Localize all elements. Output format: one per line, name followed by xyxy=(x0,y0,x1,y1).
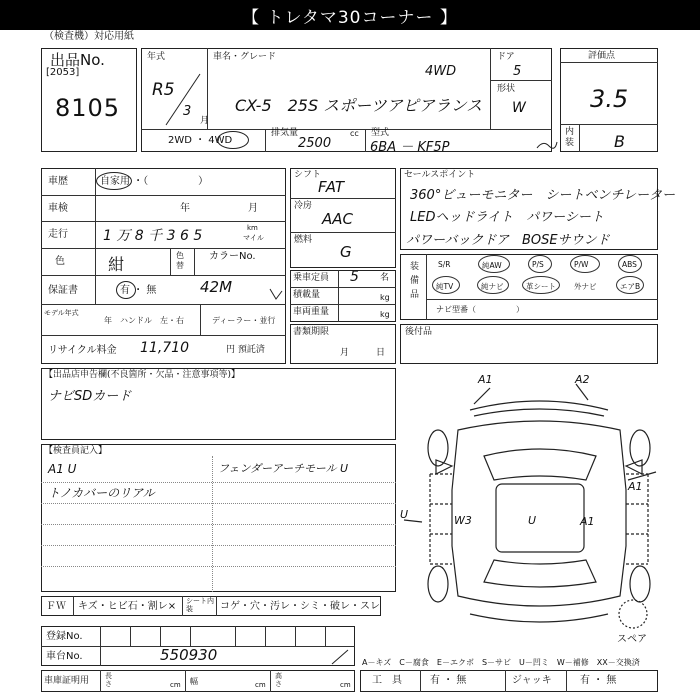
lot-number: 8105 xyxy=(55,94,121,122)
doc-month: 月 xyxy=(340,348,350,358)
mileage-unit-mile: マイル xyxy=(243,234,264,242)
chassis-value: 550930 xyxy=(160,646,218,664)
load-label: 積載量 xyxy=(293,290,321,300)
cert-width-unit: cm xyxy=(255,681,266,689)
door-label: ドア xyxy=(497,52,515,62)
equip-ext-navi: 外ナビ xyxy=(574,282,597,291)
year-value: R5 xyxy=(152,80,175,100)
shaken-label: 車検 xyxy=(48,203,68,214)
year-slash xyxy=(160,70,205,128)
sales-line-1: 360°ビューモニター シートベンチレーター xyxy=(410,188,676,203)
mileage-unit-km: km xyxy=(247,224,258,232)
inspector-line-2: トノカバーのリアル xyxy=(48,486,155,500)
drive-handwritten: 4WD xyxy=(425,64,457,79)
recycle-value: 11,710 xyxy=(140,340,189,356)
inspector-line-1: A1 U xyxy=(48,462,77,476)
legend-items: キズ・ヒビ石・割レ× xyxy=(78,601,177,612)
damage-mark-u-center: U xyxy=(528,514,537,527)
history-label: 車歴 xyxy=(48,176,68,187)
warranty-label: 保証書 xyxy=(48,285,78,296)
damage-mark-u-left: U xyxy=(400,508,409,521)
doc-day: 日 xyxy=(376,348,386,358)
notes-text: ナビSDカード xyxy=(48,389,132,404)
history-value: 自家用 ・（ ） xyxy=(100,176,209,187)
displacement-label: 排気量 xyxy=(271,128,299,138)
equip-abs: ABS xyxy=(622,260,637,269)
month-unit: 月 xyxy=(200,116,210,126)
tools-value: 有 ・ 無 xyxy=(430,675,467,686)
cert-length-unit: cm xyxy=(170,681,181,689)
color-no-label: カラーNo. xyxy=(209,251,256,262)
title-bar xyxy=(0,0,700,30)
model-year-unit: 年 xyxy=(104,316,112,325)
recycle-unit: 円 預託済 xyxy=(226,345,265,355)
car-damage-diagram xyxy=(400,370,658,650)
aftermarket-label: 後付品 xyxy=(405,327,433,337)
cert-height-unit: cm xyxy=(340,681,351,689)
mileage-label: 走行 xyxy=(48,229,68,240)
damage-mark-a1-rear: A1 xyxy=(580,515,595,528)
model-year-label: モデル年式 xyxy=(44,309,79,317)
equip-pw-circle xyxy=(570,255,600,273)
capacity-label: 乗車定員 xyxy=(293,273,330,283)
handle-options: ハンドル 左・右 xyxy=(120,316,184,325)
equip-leather-circle xyxy=(522,276,560,294)
weight-unit: kg xyxy=(380,310,390,319)
chassis-label: 車台No. xyxy=(46,651,83,662)
capacity-value: 5 xyxy=(350,269,359,285)
cert-length-label: 長さ xyxy=(105,672,112,688)
weight-label: 車両重量 xyxy=(293,307,330,317)
equip-aw: 純AW xyxy=(482,261,502,270)
drive-options: 2WD ・ 4WD xyxy=(168,135,233,146)
shift-label: シフト xyxy=(294,170,322,180)
sales-line-2: LEDヘッドライト パワーシート xyxy=(410,210,604,225)
fuel-label: 燃料 xyxy=(294,235,313,245)
legend-seat: シート内装 xyxy=(186,597,214,613)
lot-subnumber: [2053] xyxy=(46,67,80,78)
warranty-circle xyxy=(116,281,136,299)
recycle-label: リサイクル料金 xyxy=(48,345,117,356)
shift-value: FAT xyxy=(318,178,345,196)
cert-height-label: 高さ xyxy=(275,672,282,688)
load-unit: kg xyxy=(380,293,390,302)
equip-airbag-circle xyxy=(616,276,644,294)
lot-label: 出品No. xyxy=(50,51,105,69)
shaken-year-unit: 年 xyxy=(180,203,190,214)
model-label: 車名・グレード xyxy=(213,52,277,62)
page-title: 【 トレタマ30コーナー 】 xyxy=(242,7,458,28)
chassis-scribble xyxy=(330,648,350,666)
damage-mark-a1-front: A1 xyxy=(478,373,493,386)
score-label: 評価点 xyxy=(588,51,616,61)
model-value: CX-5 25S スポーツアピアランス xyxy=(235,96,483,115)
type-scribble xyxy=(535,138,559,152)
jack-label: ジャッキ xyxy=(512,675,552,686)
cooler-value: AAC xyxy=(322,210,353,228)
garage-cert-label: 車庫証明用 xyxy=(44,676,90,686)
color-label: 色 xyxy=(55,256,65,267)
sales-label: セールスポイント xyxy=(404,170,476,180)
shape-value: W xyxy=(512,100,526,116)
equip-ps: P/S xyxy=(532,260,544,269)
equip-tv: 純TV xyxy=(436,282,454,291)
drive-circle xyxy=(217,131,249,149)
interior-label: 内装 xyxy=(565,127,575,148)
color-value: 紺 xyxy=(108,255,125,274)
tools-label: 工 具 xyxy=(372,675,402,686)
capacity-unit: 名 xyxy=(380,273,390,283)
equip-navi-model: ナビ型番（ ） xyxy=(436,305,524,314)
damage-codes: A－キズ C－腐食 E－エクボ S－サビ U－凹ミ W－補修 XX－交換済 xyxy=(362,658,640,667)
equip-tv-circle xyxy=(432,276,460,294)
dealer-options: ディーラー・並行 xyxy=(212,316,276,325)
color-change-label: 色替 xyxy=(176,251,184,270)
interior-value: B xyxy=(614,132,625,151)
month-value: 3 xyxy=(183,104,192,119)
equip-pw: P/W xyxy=(574,260,589,269)
equip-aw-circle xyxy=(478,255,510,273)
subtitle: （検査機）対応用紙 xyxy=(44,31,134,42)
warranty-value: 有 ・ 無 xyxy=(120,285,157,296)
color-scribble xyxy=(268,287,284,301)
sales-line-3: パワーバックドア BOSEサウンド xyxy=(406,233,610,248)
cooler-label: 冷房 xyxy=(294,201,313,211)
displacement-value: 2500 xyxy=(298,136,332,151)
equip-navi-circle xyxy=(477,276,509,294)
type-label: 型式 xyxy=(371,128,390,138)
spare-label: スペア xyxy=(617,634,647,645)
color-no-value: 42M xyxy=(200,278,233,296)
shape-label: 形状 xyxy=(497,84,516,94)
equip-ps-circle xyxy=(528,255,552,273)
jack-value: 有 ・ 無 xyxy=(580,675,617,686)
legend-seat-items: コゲ・穴・汚レ・シミ・破レ・スレ xyxy=(220,601,380,612)
equip-airbag: エアB xyxy=(620,282,641,291)
cert-width-label: 幅 xyxy=(190,677,198,686)
legend-fw: ＦＷ xyxy=(46,601,66,612)
inspector-right: フェンダーアーチモール U xyxy=(218,462,349,475)
damage-mark-a1-right: A1 xyxy=(628,480,643,493)
equipment-label: 装備品 xyxy=(410,262,420,300)
shaken-month-unit: 月 xyxy=(248,203,258,214)
equip-abs-circle xyxy=(618,255,642,273)
displacement-unit: cc xyxy=(350,129,359,138)
equip-leather: 革シート xyxy=(526,282,556,291)
aftermarket-box xyxy=(400,324,658,364)
door-value: 5 xyxy=(513,64,522,79)
type-value: 6BA － KF5P xyxy=(370,140,450,155)
history-circle xyxy=(96,172,132,190)
notes-label: 【出品店申告欄(不良箇所・欠品・注意事項等)】 xyxy=(44,370,241,380)
damage-mark-a2: A2 xyxy=(575,373,590,386)
registration-label: 登録No. xyxy=(46,631,83,642)
doc-label: 書類期限 xyxy=(293,327,330,337)
inspector-label: 【検査員記入】 xyxy=(44,446,108,456)
fuel-value: G xyxy=(340,243,352,261)
score-value: 3.5 xyxy=(590,85,629,113)
equip-sr: S/R xyxy=(438,260,451,269)
damage-mark-w3: W3 xyxy=(454,514,472,527)
equip-navi: 純ナビ xyxy=(481,282,504,291)
year-label: 年式 xyxy=(147,52,166,62)
mileage-value: 1 万 8 千 3 6 5 xyxy=(103,228,203,244)
